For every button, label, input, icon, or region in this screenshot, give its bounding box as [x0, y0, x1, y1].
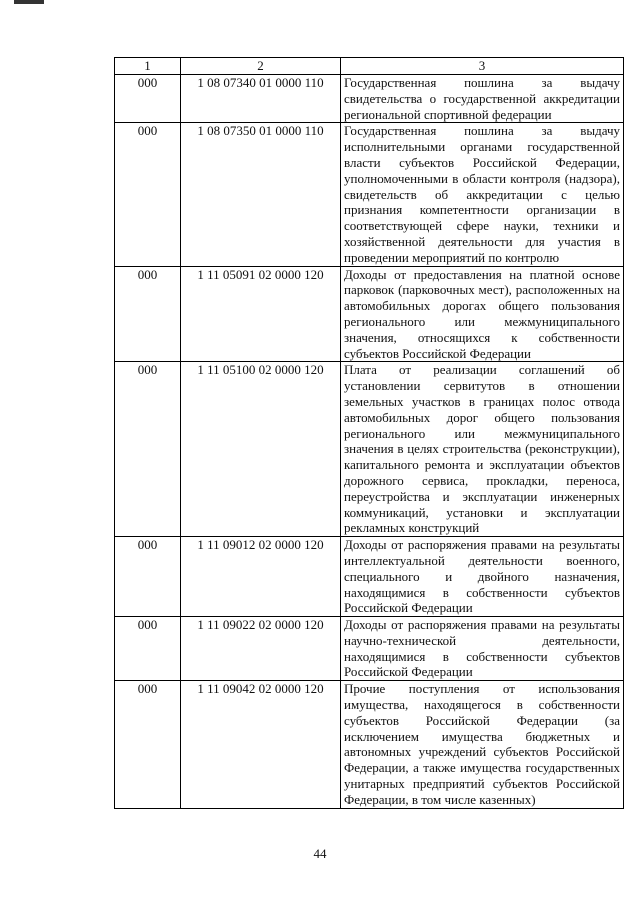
budget-code-cell: 1 08 07340 01 0000 110	[181, 75, 341, 123]
admin-code-cell: 000	[115, 617, 181, 681]
budget-code-cell: 1 08 07350 01 0000 110	[181, 123, 341, 266]
header-col-1: 1	[115, 58, 181, 75]
description-cell: Доходы от распоряжения правами на результаты научно-технической деятельности, находящимися в собственности субъектов Российской Федерации	[341, 617, 624, 681]
budget-code-cell: 1 11 09022 02 0000 120	[181, 617, 341, 681]
header-col-2: 2	[181, 58, 341, 75]
description-cell: Доходы от распоряжения правами на результаты интеллектуальной деятельности военного, специального и двойного назначения, находящимися в собственности субъектов Российской Федерации	[341, 537, 624, 617]
description-cell: Доходы от предоставления на платной основе парковок (парковочных мест), расположенных на автомобильных дорогах общего пользования регионального или межмуниципального значения, относящихся к собственности субъектов Российской Федерации	[341, 266, 624, 362]
budget-code-cell: 1 11 05091 02 0000 120	[181, 266, 341, 362]
table-row	[115, 266, 624, 362]
scan-corner-mark	[14, 0, 44, 4]
table-row	[115, 75, 624, 123]
admin-code-cell: 000	[115, 681, 181, 808]
table-row	[115, 681, 624, 808]
admin-code-cell: 000	[115, 362, 181, 537]
admin-code-cell: 000	[115, 537, 181, 617]
description-cell: Прочие поступления от использования имущества, находящегося в собственности субъектов Российской Федерации (за исключением имущества бюджетных и автономных учреждений субъектов Российской Федерации, а также имущества государственных унитарных предприятий субъектов Российской Федерации, в том числе казенных)	[341, 681, 624, 808]
admin-code-cell: 000	[115, 123, 181, 266]
table-header-row	[115, 58, 624, 75]
description-cell: Плата от реализации соглашений об установлении сервитутов в отношении земельных участков в границах полос отвода автомобильных дорог общего пользования регионального или межмуниципального значения в целях строительства (реконструкции), капитального ремонта и эксплуатации объектов дорожного сервиса, прокладки, переноса, переустройства и эксплуатации инженерных коммуникаций, установки и эксплуатации рекламных конструкций	[341, 362, 624, 537]
table-row	[115, 123, 624, 266]
table-row	[115, 537, 624, 617]
description-cell: Государственная пошлина за выдачу свидетельства о государственной аккредитации региональной спортивной федерации	[341, 75, 624, 123]
admin-code-cell: 000	[115, 75, 181, 123]
revenue-classification-table	[114, 57, 624, 809]
table-row	[115, 617, 624, 681]
admin-code-cell: 000	[115, 266, 181, 362]
budget-code-cell: 1 11 05100 02 0000 120	[181, 362, 341, 537]
budget-code-cell: 1 11 09012 02 0000 120	[181, 537, 341, 617]
page-number: 44	[313, 846, 327, 861]
table-row	[115, 362, 624, 537]
header-col-3: 3	[341, 58, 624, 75]
budget-code-cell: 1 11 09042 02 0000 120	[181, 681, 341, 808]
description-cell: Государственная пошлина за выдачу исполнительными органами государственной власти субъектов Российской Федерации, уполномоченными в области контроля (надзора), свидетельств об аккредитации с целью признания компетентности организации в соответствующей сфере науки, техники и хозяйственной деятельности для участия в проведении мероприятий по контролю	[341, 123, 624, 266]
